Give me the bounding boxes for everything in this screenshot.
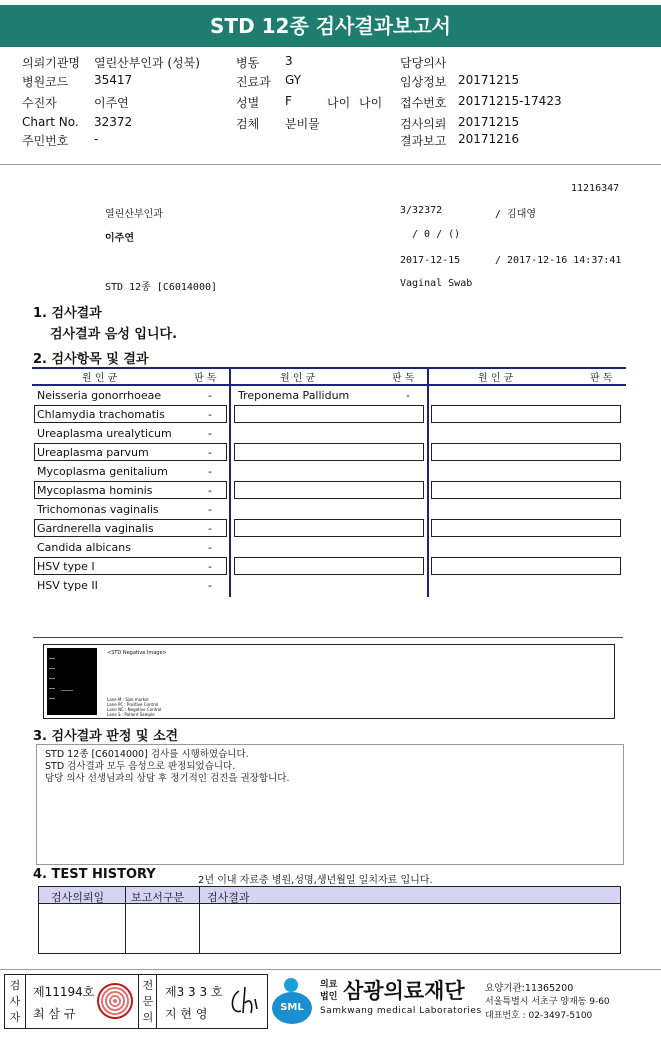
- section1-heading: 1. 검사결과: [33, 306, 102, 321]
- pathogen-name: Treponema Pallidum: [238, 389, 350, 402]
- org-prefix: 의료 법인: [320, 980, 338, 1002]
- opinion-line: 담당 의사 선생님과의 상담 후 정기적인 검진을 권장합니다.: [45, 773, 290, 784]
- empty-row-box: [234, 557, 424, 575]
- pathogen-result: -: [208, 484, 212, 497]
- footer-divider: [0, 969, 661, 970]
- header-value: 35417: [94, 73, 133, 87]
- header-value: 20171216: [458, 132, 520, 146]
- gel-image-frame: [43, 644, 615, 719]
- pathogen-result: -: [208, 541, 212, 554]
- history-note: 2년 이내 자료중 병원,성명,생년월일 일치자료 입니다.: [198, 875, 433, 886]
- org-code: 요양기관:11365200: [485, 983, 574, 994]
- pathogen-result: -: [208, 560, 212, 573]
- header-label: Chart No.: [22, 115, 79, 129]
- col-header-pathogen: 원 인 균: [478, 373, 514, 384]
- header-value: 20171215: [458, 115, 520, 129]
- pathogen-result: -: [208, 579, 212, 592]
- specialist-number: 제3 3 3 호: [165, 985, 223, 999]
- gel-divider: [33, 637, 623, 638]
- col-header-result: 판 독: [194, 373, 217, 384]
- patient-header: [0, 47, 661, 165]
- header-label: 병동: [236, 56, 260, 70]
- header-label: 결과보고: [400, 134, 447, 148]
- inspector-label: 검 사 자: [9, 979, 21, 1024]
- header-label: 진료과: [236, 75, 271, 89]
- gel-legend-item: Lane S : Patient Sample: [107, 712, 155, 717]
- header-value: 분비물: [285, 117, 320, 131]
- empty-row-box: [234, 519, 424, 537]
- col-header-pathogen: 원 인 균: [82, 373, 118, 384]
- clinic-name: 열린산부인과: [105, 209, 163, 220]
- empty-row-box: [431, 557, 621, 575]
- pathogen-name: HSV type II: [37, 579, 98, 592]
- date-reported: / 2017-12-16 14:37:41: [495, 255, 622, 266]
- gel-caption: <STD Negative Image>: [107, 650, 167, 656]
- header-label: 담당의사: [400, 56, 447, 70]
- header-value: F: [285, 94, 292, 108]
- pathogen-name: Ureaplasma urealyticum: [37, 427, 172, 440]
- org-phone: 대표번호 : 02-3497-5100: [485, 1011, 593, 1021]
- history-table: [38, 886, 621, 954]
- pathogen-result: -: [208, 427, 212, 440]
- header-value: 열린산부인과 (성북): [94, 56, 200, 70]
- header-label: 접수번호: [400, 96, 447, 110]
- opinion-line: STD 검사결과 모두 음성으로 판정되었습니다.: [45, 761, 236, 772]
- header-value: 20171215: [458, 73, 520, 87]
- empty-row-box: [431, 481, 621, 499]
- gel-legend-item: Lane M : Size marker: [107, 697, 150, 702]
- logo-text: SML: [272, 992, 312, 1024]
- gel-legend-item: Lane NC : Negative Control: [107, 707, 162, 712]
- section2-heading: 2. 검사항목 및 결과: [33, 352, 149, 367]
- pathogen-result: -: [406, 389, 410, 402]
- header-label: 수진자: [22, 96, 57, 110]
- sml-logo: [272, 978, 316, 1026]
- age-sex: / 0 / (): [412, 229, 461, 240]
- header-value: 이주연: [94, 96, 129, 110]
- header-label: 의뢰기관명: [22, 56, 80, 70]
- pathogen-result: -: [208, 389, 212, 402]
- header-value: GY: [285, 73, 302, 87]
- pathogen-name: Chlamydia trachomatis: [37, 408, 165, 421]
- report-id: 11216347: [571, 183, 620, 194]
- signature-box: [4, 974, 268, 1029]
- test-code: STD 12종 [C6014000]: [105, 282, 218, 293]
- header-divider: [0, 164, 661, 165]
- history-col-type: 보고서구분: [131, 891, 185, 904]
- pathogen-result: -: [208, 522, 212, 535]
- history-col-result: 검사결과: [207, 891, 250, 904]
- specimen: Vaginal Swab: [400, 278, 473, 289]
- header-label: 임상정보: [400, 75, 447, 89]
- inspector-number: 제11194호: [33, 985, 95, 999]
- age-label: 나이: [327, 96, 351, 110]
- opinion-line: STD 12종 [C6014000] 검사를 시행하였습니다.: [45, 749, 249, 760]
- org-address: 서울특별시 서초구 양재동 9-60: [485, 997, 610, 1007]
- date-received: 2017-12-15: [400, 255, 461, 266]
- pathogen-name: Neisseria gonorrhoeae: [37, 389, 162, 402]
- pathogen-result: -: [208, 503, 212, 516]
- pathogen-name: Gardnerella vaginalis: [37, 522, 154, 535]
- gel-image: [47, 648, 97, 715]
- section4-heading: 4. TEST HISTORY: [33, 867, 156, 882]
- pathogen-name: Mycoplasma hominis: [37, 484, 153, 497]
- signature-icon: [225, 981, 265, 1021]
- header-value: 32372: [94, 115, 133, 129]
- pathogen-result: -: [208, 408, 212, 421]
- age-value: 나이: [359, 96, 383, 110]
- pathogen-result: -: [208, 465, 212, 478]
- pathogen-name: HSV type I: [37, 560, 95, 573]
- empty-row-box: [234, 481, 424, 499]
- results-table: [32, 367, 626, 599]
- header-label: 병원코드: [22, 75, 69, 89]
- col-header-result: 판 독: [392, 373, 415, 384]
- pathogen-name: Candida albicans: [37, 541, 131, 554]
- section1-result: 검사결과 음성 입니다.: [50, 327, 178, 342]
- empty-row-box: [431, 519, 621, 537]
- org-name: 삼광의료재단: [343, 979, 465, 1003]
- report-title: STD 12종 검사결과보고서: [0, 5, 661, 47]
- header-label: 검체: [236, 117, 260, 131]
- empty-row-box: [431, 443, 621, 461]
- specialist-name: 지 현 영: [165, 1007, 208, 1021]
- header-label: 성별: [236, 96, 260, 110]
- doctor-name: / 김대영: [495, 209, 537, 220]
- pathogen-result: -: [208, 446, 212, 459]
- gel-legend-item: Lane PC : Positive Control: [107, 702, 159, 707]
- inspector-name: 최 삼 규: [33, 1007, 76, 1021]
- ward-chart: 3/32372: [400, 205, 443, 216]
- col-header-pathogen: 원 인 균: [280, 373, 316, 384]
- pathogen-name: Trichomonas vaginalis: [37, 503, 159, 516]
- pathogen-name: Mycoplasma genitalium: [37, 465, 168, 478]
- header-label: 주민번호: [22, 134, 69, 148]
- empty-row-box: [234, 405, 424, 423]
- patient-name: 이주연: [105, 233, 134, 244]
- specialist-label: 전 문 의: [142, 979, 154, 1024]
- history-col-date: 검사의뢰일: [51, 891, 105, 904]
- empty-row-box: [431, 405, 621, 423]
- seal-stamp: [97, 983, 133, 1019]
- header-value: -: [94, 132, 99, 146]
- pathogen-name: Ureaplasma parvum: [37, 446, 149, 459]
- header-value: 20171215-17423: [458, 94, 562, 108]
- section3-heading: 3. 검사결과 판정 및 소견: [33, 729, 179, 744]
- empty-row-box: [234, 443, 424, 461]
- org-english: Samkwang medical Laboratories: [320, 1006, 482, 1016]
- header-value: 3: [285, 54, 293, 68]
- col-header-result: 판 독: [590, 373, 613, 384]
- opinion-box: [36, 744, 624, 865]
- header-label: 검사의뢰: [400, 117, 447, 131]
